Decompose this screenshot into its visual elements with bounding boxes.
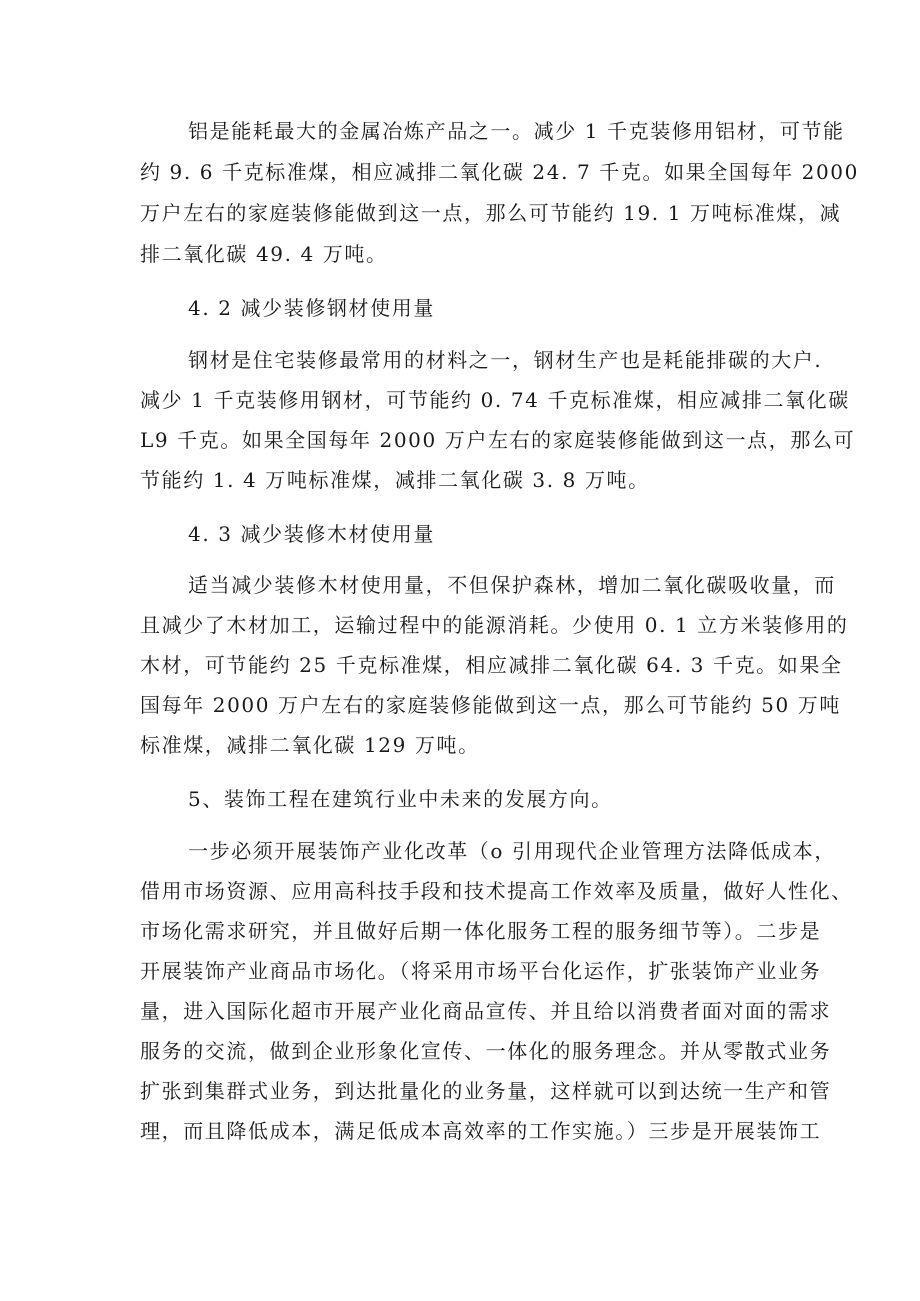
section-heading-4-2: 4. 2 减少装修钢材使用量 xyxy=(188,296,435,320)
paragraph-1-line: 排二氧化碳 49. 4 万吨。 xyxy=(140,242,388,266)
paragraph-4-line: 开展装饰产业商品市场化。（将采用市场平台化运作，扩张装饰产业业务 xyxy=(140,959,822,983)
paragraph-2-line: L9 千克。如果全国每年 2000 万户左右的家庭装修能做到这一点，那么可 xyxy=(140,428,856,452)
section-heading-5: 5、装饰工程在建筑行业中未来的发展方向。 xyxy=(188,787,613,811)
paragraph-4-line: 量，进入国际化超市开展产业化商品宣传、并且给以消费者面对面的需求 xyxy=(140,999,832,1023)
paragraph-3-line: 适当减少装修木材使用量，不但保护森林，增加二氧化碳吸收量，而 xyxy=(188,573,836,597)
paragraph-4-line: 扩张到集群式业务，到达批量化的业务量，这样就可以到达统一生产和管 xyxy=(140,1079,832,1103)
paragraph-1-line: 万户左右的家庭装修能做到这一点，那么可节能约 19. 1 万吨标准煤，减 xyxy=(140,201,842,225)
paragraph-4-line: 服务的交流，做到企业形象化宣传、一体化的服务理念。并从零散式业务 xyxy=(140,1039,832,1063)
paragraph-3-line: 标准煤，减排二氧化碳 129 万吨。 xyxy=(140,733,480,757)
paragraph-1-line: 约 9. 6 千克标准煤，相应减排二氧化碳 24. 7 千克。如果全国每年 2000 xyxy=(140,160,859,184)
paragraph-4-line: 市场化需求研究，并且做好后期一体化服务工程的服务细节等）。二步是 xyxy=(140,919,822,943)
paragraph-4-line: 借用市场资源、应用高科技手段和技术提高工作效率及质量，做好人性化、 xyxy=(140,879,853,903)
paragraph-4-line: 一步必须开展装饰产业化改革（o 引用现代企业管理方法降低成本， xyxy=(188,839,836,863)
paragraph-1-line: 铝是能耗最大的金属冶炼产品之一。减少 1 千克装修用铝材，可节能 xyxy=(188,119,845,143)
paragraph-3-line: 且减少了木材加工，运输过程中的能源消耗。少使用 0. 1 立方米装修用的 xyxy=(140,613,849,637)
paragraph-4-line: 理，而且降低成本，满足低成本高效率的工作实施。）三步是开展装饰工 xyxy=(140,1119,822,1143)
section-heading-4-3: 4. 3 减少装修木材使用量 xyxy=(188,522,435,546)
paragraph-2-line: 节能约 1. 4 万吨标准煤，减排二氧化碳 3. 8 万吨。 xyxy=(140,468,650,492)
paragraph-3-line: 国每年 2000 万户左右的家庭装修能做到这一点，那么可节能约 50 万吨 xyxy=(140,693,841,717)
paragraph-2-line: 减少 1 千克装修用钢材，可节能约 0. 74 千克标准煤，相应减排二氧化碳 xyxy=(140,388,850,412)
paragraph-2-line: 钢材是住宅装修最常用的材料之一，钢材生产也是耗能排碳的大户. xyxy=(188,348,823,372)
paragraph-3-line: 木材，可节能约 25 千克标准煤，相应减排二氧化碳 64. 3 千克。如果全 xyxy=(140,653,843,677)
